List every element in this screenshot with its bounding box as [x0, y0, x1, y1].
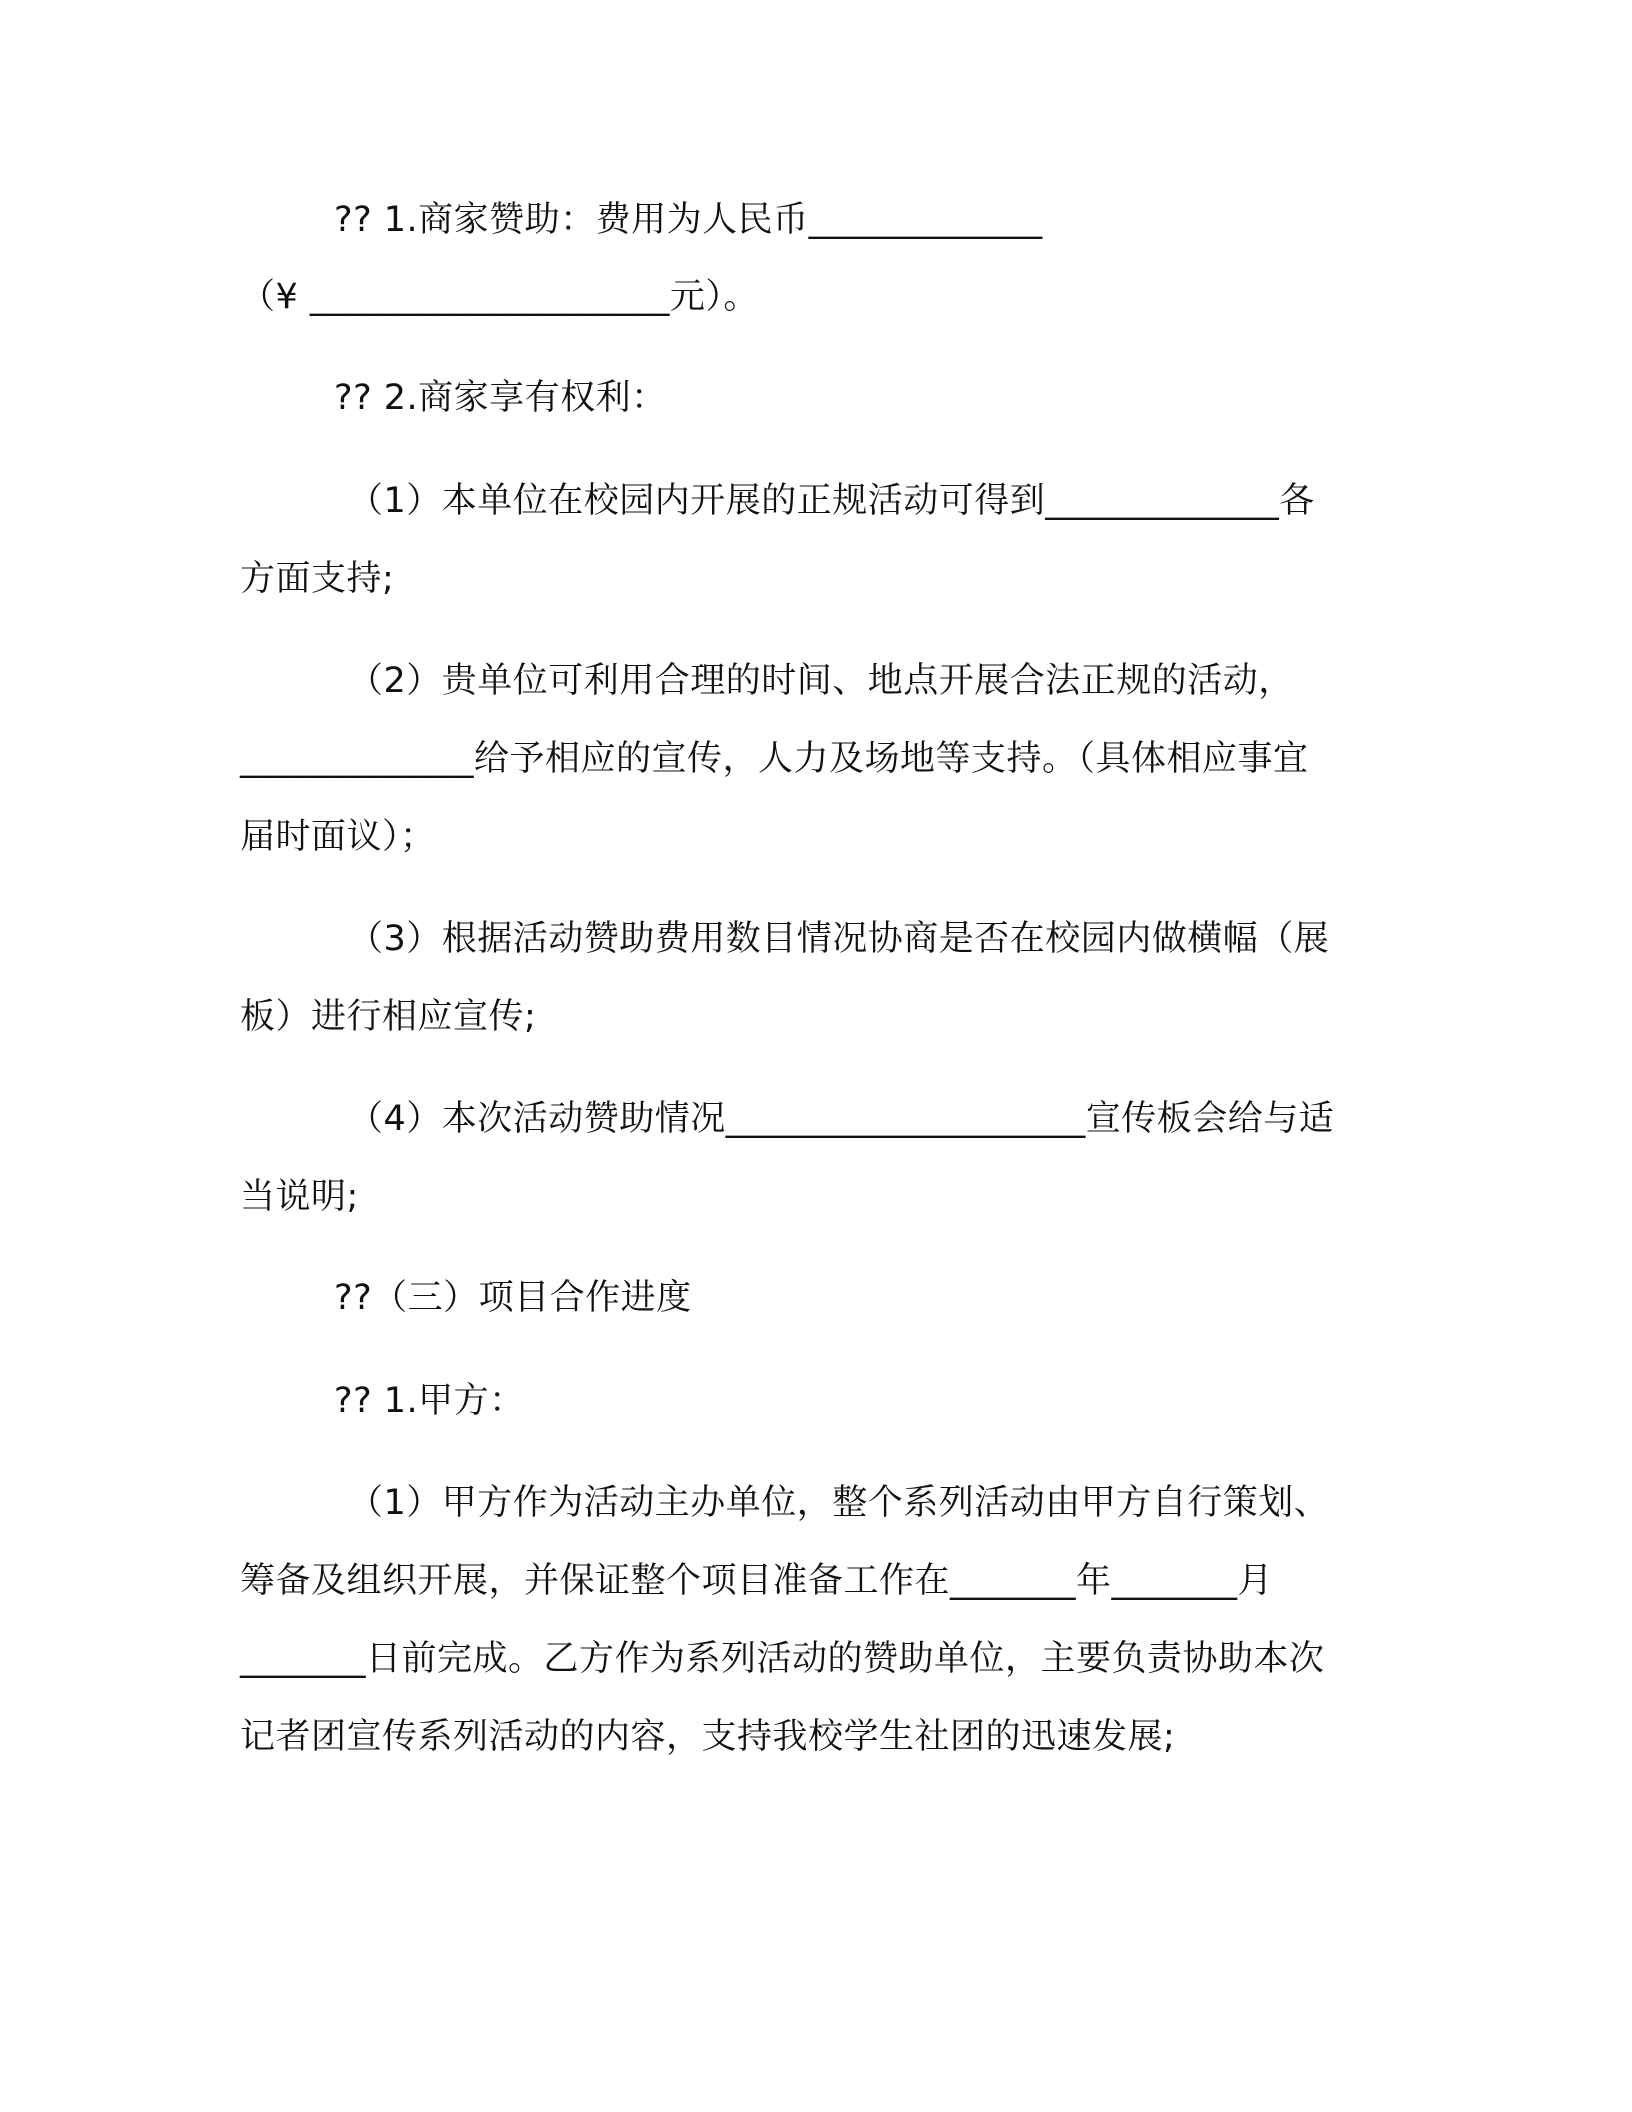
- clause-sponsorship-fee-amount: （¥ ____________________元）。: [240, 277, 759, 317]
- party-a-item-1-cont-3: 记者团宣传系列活动的内容，支持我校学生社团的迅速发展;: [240, 1717, 1176, 1757]
- rights-item-2-cont-2: 届时面议）；: [240, 817, 436, 857]
- clause-merchant-rights: ?? 2.商家享有权利：: [334, 378, 667, 418]
- rights-item-3: （3）根据活动赞助费用数目情况协商是否在校园内做横幅（展: [348, 919, 1330, 959]
- party-a-item-1: （1）甲方作为活动主办单位，整个系列活动由甲方自行策划、: [348, 1483, 1330, 1523]
- clause-sponsorship-fee: ?? 1.商家赞助：费用为人民币_____________: [334, 200, 1043, 240]
- rights-item-2: （2）贵单位可利用合理的时间、地点开展合法正规的活动，: [348, 661, 1294, 701]
- section-heading-progress: ??（三）项目合作进度: [334, 1278, 692, 1318]
- rights-item-1: （1）本单位在校园内开展的正规活动可得到_____________各: [348, 481, 1315, 521]
- party-a-item-1-cont-2: _______日前完成。乙方作为系列活动的赞助单位，主要负责协助本次: [240, 1639, 1325, 1679]
- rights-item-2-cont-1: _____________给予相应的宣传，人力及场地等支持。（具体相应事宜: [240, 739, 1309, 779]
- party-a-heading: ?? 1.甲方：: [334, 1381, 525, 1421]
- rights-item-4-cont: 当说明;: [240, 1177, 359, 1217]
- rights-item-3-cont: 板）进行相应宣传;: [240, 997, 537, 1037]
- party-a-item-1-cont-1: 筹备及组织开展，并保证整个项目准备工作在_______年_______月: [240, 1561, 1274, 1601]
- rights-item-4: （4）本次活动赞助情况____________________宣传板会给与适: [348, 1099, 1335, 1139]
- rights-item-1-cont: 方面支持;: [240, 559, 395, 599]
